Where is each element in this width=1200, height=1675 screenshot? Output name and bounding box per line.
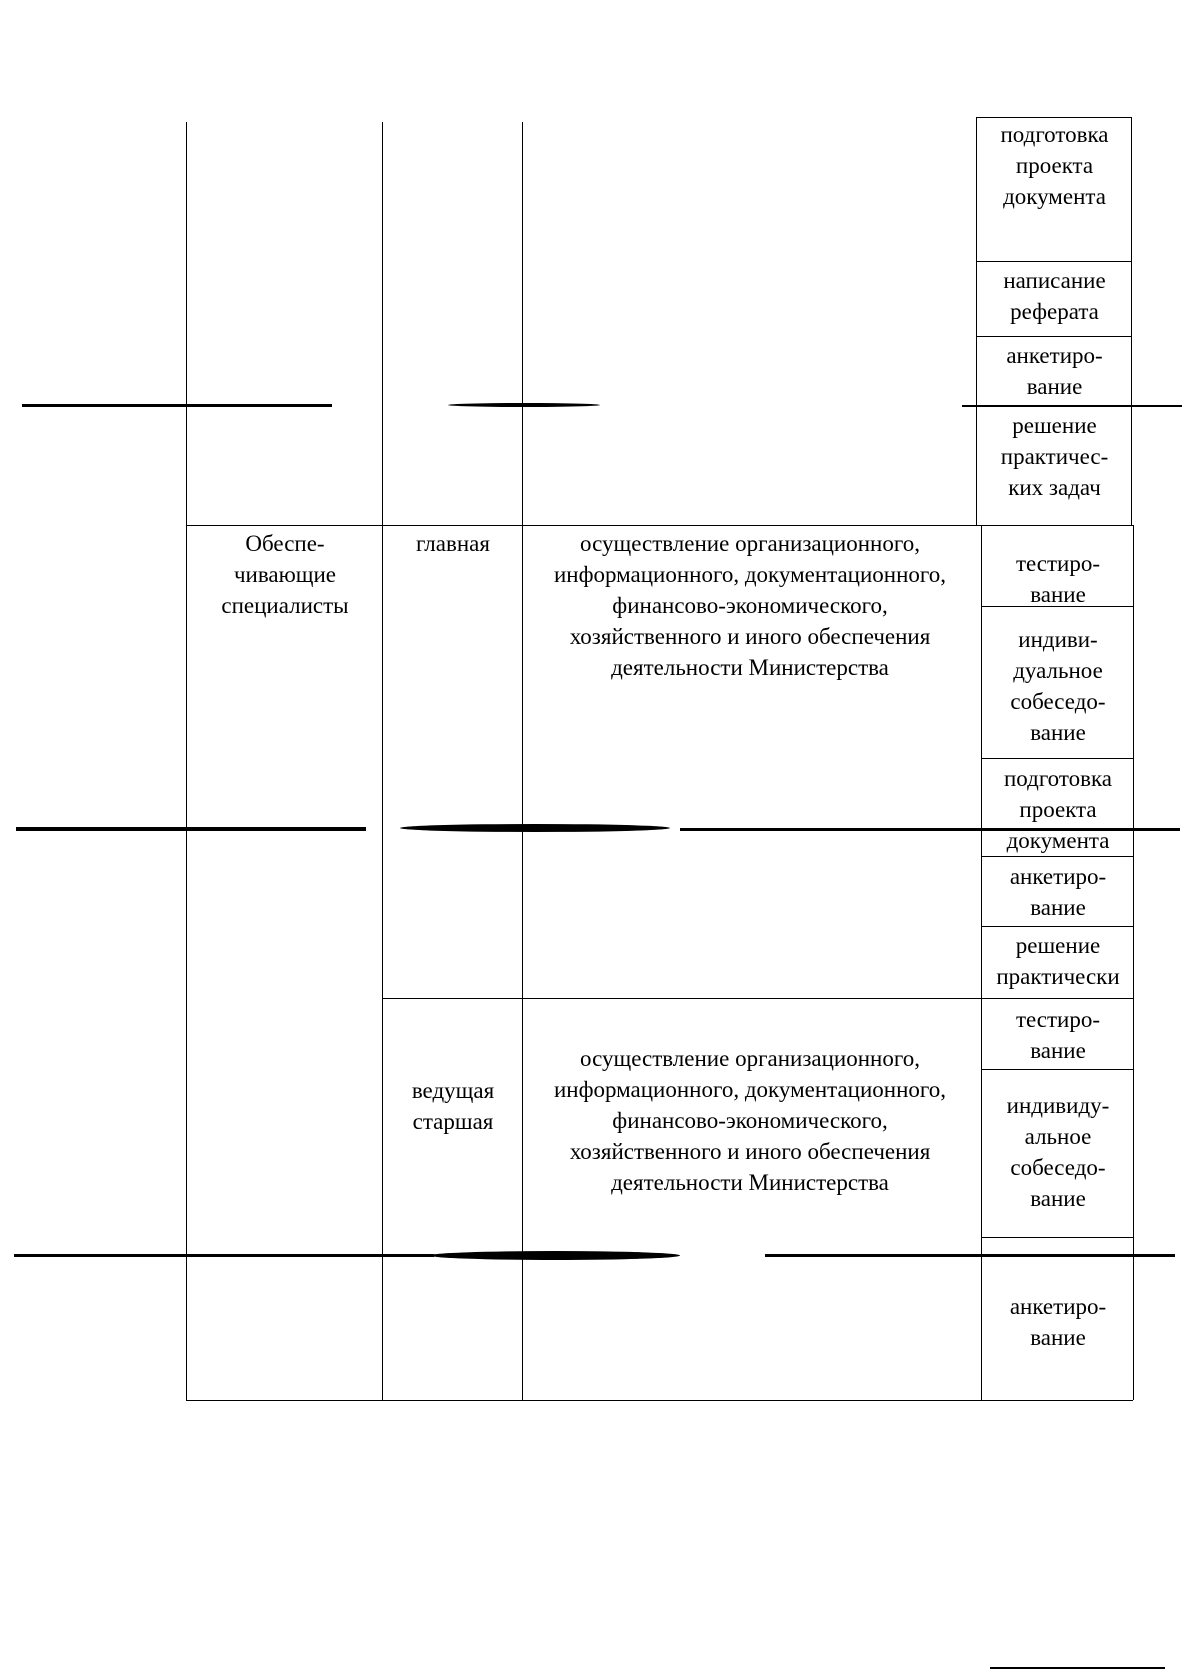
scan-artifact-line: [14, 1254, 434, 1257]
methods-border: [976, 336, 1131, 337]
column-border-2: [382, 122, 383, 1400]
scan-artifact-line: [22, 404, 332, 407]
method-cell: анкетиро- вание: [1009, 1294, 1107, 1350]
method-cell: индиви- дуальное собеседо- вание: [1010, 627, 1106, 745]
row-border: [382, 998, 1133, 999]
column-border-5a: [1131, 117, 1132, 525]
scan-artifact-line: [400, 824, 670, 832]
table-border-bottom: [186, 1400, 1133, 1401]
method-cell: анкетиро- вание: [1006, 343, 1103, 399]
method-cell: анкетиро- вание: [1009, 864, 1107, 920]
column-border-3: [522, 122, 523, 1400]
column-border-1: [186, 122, 187, 1400]
column-border-4a: [976, 117, 977, 525]
method-cell: подготовка проекта документа: [1003, 766, 1113, 853]
method-cell: тестиро- вание: [1015, 1007, 1101, 1063]
scan-artifact-line: [962, 405, 1182, 407]
duties-cell: осуществление организационного, информационного, документационного, финансово-экономического, хозяйственного и иного обеспечения деятельности Министерства: [553, 1046, 947, 1195]
row-border: [186, 525, 1133, 526]
method-cell: решение практичес- ких задач: [1000, 413, 1109, 500]
methods-border: [981, 1237, 1133, 1238]
scan-artifact-line: [765, 1254, 1175, 1257]
methods-border: [981, 856, 1133, 857]
scan-artifact-line: [430, 1251, 680, 1260]
scan-artifact-line: [448, 403, 600, 407]
method-cell: тестиро- вание: [1015, 551, 1101, 607]
scan-artifact-line: [990, 1667, 1165, 1669]
methods-border: [981, 758, 1133, 759]
group-cell: ведущая старшая: [411, 1078, 495, 1134]
method-cell: подготовка проекта документа: [1000, 122, 1109, 209]
category-cell: Обеспе- чивающие специалисты: [221, 531, 349, 618]
method-cell: написание реферата: [1003, 268, 1106, 324]
methods-border: [981, 926, 1133, 927]
scan-artifact-line: [16, 827, 366, 831]
method-cell: решение практически: [996, 933, 1120, 989]
methods-border: [981, 1069, 1133, 1070]
method-cell: индивиду- альное собеседо- вание: [1006, 1093, 1110, 1211]
methods-border-top: [976, 117, 1131, 118]
duties-cell: осуществление организационного, информационного, документационного, финансово-экономического, хозяйственного и иного обеспечения деятельности Министерства: [553, 531, 947, 680]
methods-border: [976, 261, 1131, 262]
group-cell: главная: [416, 531, 490, 556]
